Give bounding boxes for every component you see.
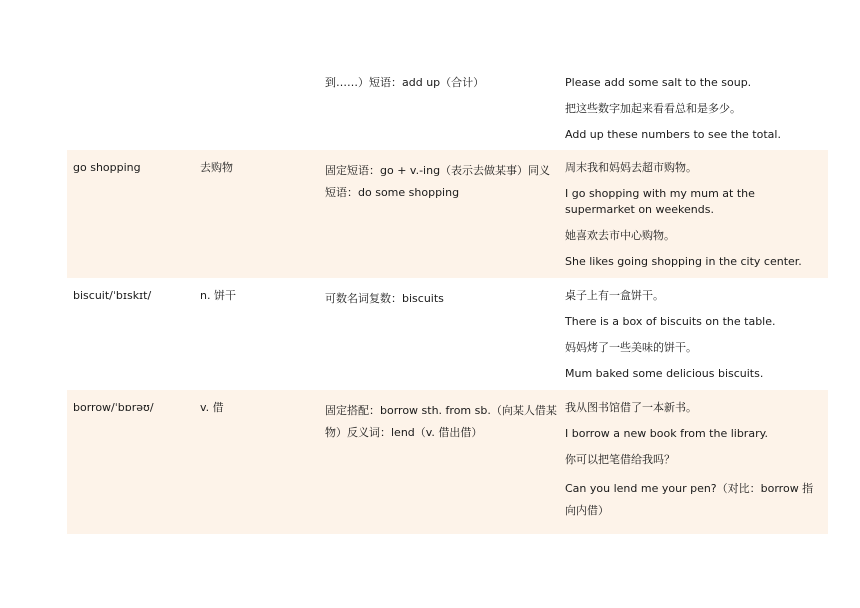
word-cell [67,288,194,390]
example-sentence: 她喜欢去市中心购物。 [565,229,675,242]
meaning-text: 去购物 [200,161,233,174]
meaning-cell [194,160,319,278]
note-line: 可数名词复数：biscuits [325,292,444,305]
example-sentence: She likes going shopping in the city center. [565,255,802,268]
table-row [67,278,828,390]
example-sentence: I borrow a new book from the library. [565,427,769,440]
examples-cell [559,75,828,150]
meaning-cell [194,288,319,390]
meaning-text: v. 借 [200,401,224,414]
notes-cell [319,75,559,150]
vocabulary-table [67,66,828,534]
example-sentence: 我从图书馆借了一本新书。 [565,401,697,414]
example-sentence: 妈妈烤了一些美味的饼干。 [565,341,697,354]
table-row [67,150,828,278]
meaning-cell [194,75,319,150]
word-text: go shopping [73,161,141,174]
table-row [67,66,828,150]
note-line: 物）反义词：lend（v. 借出借） [325,426,483,439]
word-text: biscuit/ˈbɪskɪt/ [73,289,152,302]
notes-cell [319,288,559,390]
example-sentence: Mum baked some delicious biscuits. [565,367,764,380]
example-sentence: There is a box of biscuits on the table. [565,315,776,328]
meaning-text: n. 饼干 [200,289,236,302]
word-text: borrow/ˈbɒrəʊ/ [73,401,154,414]
example-sentence: Can you lend me your pen?（对比：borrow 指向内借） [565,482,814,517]
examples-cell [559,400,828,534]
examples-cell [559,288,828,390]
word-cell [67,400,194,534]
word-cell [67,160,194,278]
example-sentence: 你可以把笔借给我吗？ [565,453,675,466]
note-line: 固定搭配：borrow sth. from sb.（向某人借某 [325,404,557,417]
table-row [67,390,828,534]
example-sentence: 桌子上有一盒饼干。 [565,289,664,302]
example-sentence: Add up these numbers to see the total. [565,128,781,141]
example-sentence: I go shopping with my mum at the supermarket on weekends. [565,187,755,216]
meaning-cell [194,400,319,534]
notes-cell [319,400,559,534]
note-line: 短语：do some shopping [325,186,460,199]
example-sentence: 把这些数字加起来看看总和是多少。 [565,102,741,115]
note-line: 到……）短语：add up（合计） [325,76,485,89]
notes-cell [319,160,559,278]
example-sentence: Please add some salt to the soup. [565,76,752,89]
note-line: 固定短语：go + v.-ing（表示去做某事）同义 [325,164,551,177]
example-sentence: 周末我和妈妈去超市购物。 [565,161,697,174]
examples-cell [559,160,828,278]
word-cell [67,75,194,150]
